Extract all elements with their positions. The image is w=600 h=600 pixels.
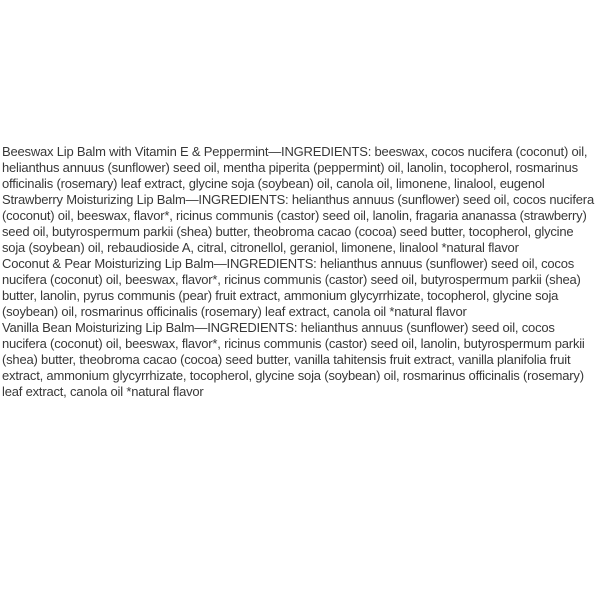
product-ingredients-paragraph: Vanilla Bean Moisturizing Lip Balm—INGREDIENTS: helianthus annuus (sunflower) seed oil, cocos nucifera (coconut) oil, beeswax, flavor*, ricinus communis (castor) seed oil, lanolin, butyrospermum parkii (shea) butter, theobroma cacao (cocoa) seed butter, vanilla tahitensis fruit extract, vanilla planifolia fruit extract, ammonium glycyrrhizate, tocopherol, glycine soja (soybean) oil, rosmarinus officinalis (rosemary) leaf extract, canola oil *natural flavor <box>2 320 585 399</box>
product-ingredients-paragraph: Strawberry Moisturizing Lip Balm—INGREDIENTS: helianthus annuus (sunflower) seed oil, cocos nucifera (coconut) oil, beeswax, flavor*, ricinus communis (castor) seed oil, lanolin, fragaria ananassa (strawberry) seed oil, butyrospermum parkii (shea) butter, theobroma cacao (cocoa) seed butter, tocopherol, glycine soja (soybean) oil, rebaudioside A, citral, citronellol, geraniol, limonene, linalool *natural flavor <box>2 192 594 255</box>
product-ingredients-paragraph: Beeswax Lip Balm with Vitamin E & Peppermint—INGREDIENTS: beeswax, cocos nucifera (coconut) oil, helianthus annuus (sunflower) seed oil, mentha piperita (peppermint) oil, lanolin, tocopherol, rosmarinus officinalis (rosemary) leaf extract, glycine soja (soybean) oil, canola oil, limonene, linalool, eugenol <box>2 144 588 191</box>
product-ingredients-paragraph: Coconut & Pear Moisturizing Lip Balm—INGREDIENTS: helianthus annuus (sunflower) seed oil, cocos nucifera (coconut) oil, beeswax, flavor*, ricinus communis (castor) seed oil, butyrospermum parkii (shea) butter, lanolin, pyrus communis (pear) fruit extract, ammonium glycyrrhizate, tocopherol, glycine soja (soybean) oil, rosmarinus officinalis (rosemary) leaf extract, canola oil *natural flavor <box>2 256 581 319</box>
ingredients-sheet <box>2 144 594 400</box>
